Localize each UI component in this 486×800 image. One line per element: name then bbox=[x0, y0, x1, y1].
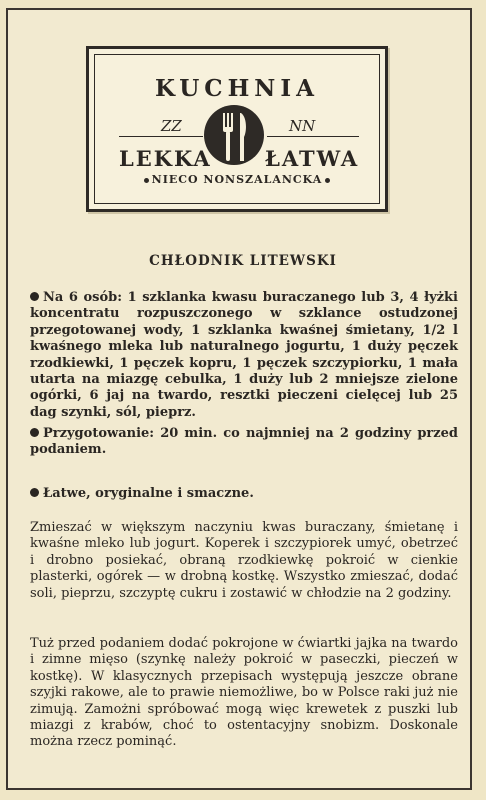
logo-subtitle bbox=[89, 173, 385, 186]
ingredients-paragraph bbox=[30, 290, 458, 421]
dot-icon bbox=[144, 178, 149, 183]
rating-paragraph bbox=[30, 486, 458, 502]
method-paragraph-1: Zmieszać w większym naczyniu kwas buraczany, śmietanę i kwaśne mleko lub jogurt. Koperek i szczypiorek umyć, obetrzeć i drobno posiekać, obraną rzodkiewkę pokroić w cienkie plasterki, ogórek — w drobną kostkę. Wszystko zmieszać, dodać soli, pieprzu, szczyptę cukru i zostawić w chłodzie na 2 godziny. bbox=[30, 520, 458, 601]
column-logo bbox=[86, 46, 388, 212]
rating-text: Łatwe, oryginalne i smaczne. bbox=[43, 486, 254, 501]
logo-rule-right bbox=[267, 136, 359, 137]
recipe-title: CHŁODNIK LITEWSKI bbox=[149, 253, 337, 269]
bullet-icon bbox=[30, 488, 39, 497]
preparation-paragraph bbox=[30, 426, 458, 459]
fork-knife-icon bbox=[217, 109, 253, 165]
method-paragraph-2: Tuż przed podaniem dodać pokrojone w ćwiartki jajka na twardo i zimne mięso (szynkę należy pokroić w paseczki, pieczeń w kostkę). W klasycznych przepisach występują jeszcze obrane szyjki rakowe, ale to prawie niemożliwe, bo w Polsce raki już nie zimują. Zamożni spróbować mogą więc krewetek z puszki lub miazgi z krabów, choć to ostentacyjny snobizm. Doskonale można rzecz pominąć. bbox=[30, 636, 458, 750]
bullet-icon bbox=[30, 428, 39, 437]
logo-initials-left: ZZ bbox=[161, 117, 182, 135]
logo-word-right: ŁATWA bbox=[265, 146, 360, 171]
bullet-icon bbox=[30, 292, 39, 301]
logo-rule-left bbox=[119, 136, 203, 137]
ingredients-text: Na 6 osób: 1 szklanka kwasu buraczanego lub 3, 4 łyżki koncentratu rozpuszczonego w szklance ostudzonej przegotowanej wody, 1 szklanka kwaśnej śmietany, 1/2 l kwaśnego mleka lub naturalnego jogurtu, 1 duży pęczek rzodkiewki, 1 pęczek kopru, 1 pęczek szczypiorku, 1 mała utarta na miazgę cebulka, 1 duży lub 2 mniejsze zielone ogórki, 6 jaj na twardo, resztki pieczeni cielęcej lub 25 dag szynki, sól, pieprz. bbox=[30, 290, 458, 420]
logo-word-left: LEKKA bbox=[119, 146, 212, 171]
logo-initials-right: NN bbox=[289, 117, 316, 135]
logo-title: KUCHNIA bbox=[155, 75, 319, 102]
dot-icon bbox=[325, 178, 330, 183]
preparation-text: Przygotowanie: 20 min. co najmniej na 2 godziny przed podaniem. bbox=[30, 426, 458, 458]
logo-subtitle-text: NIECO NONSZALANCKA bbox=[151, 173, 323, 186]
